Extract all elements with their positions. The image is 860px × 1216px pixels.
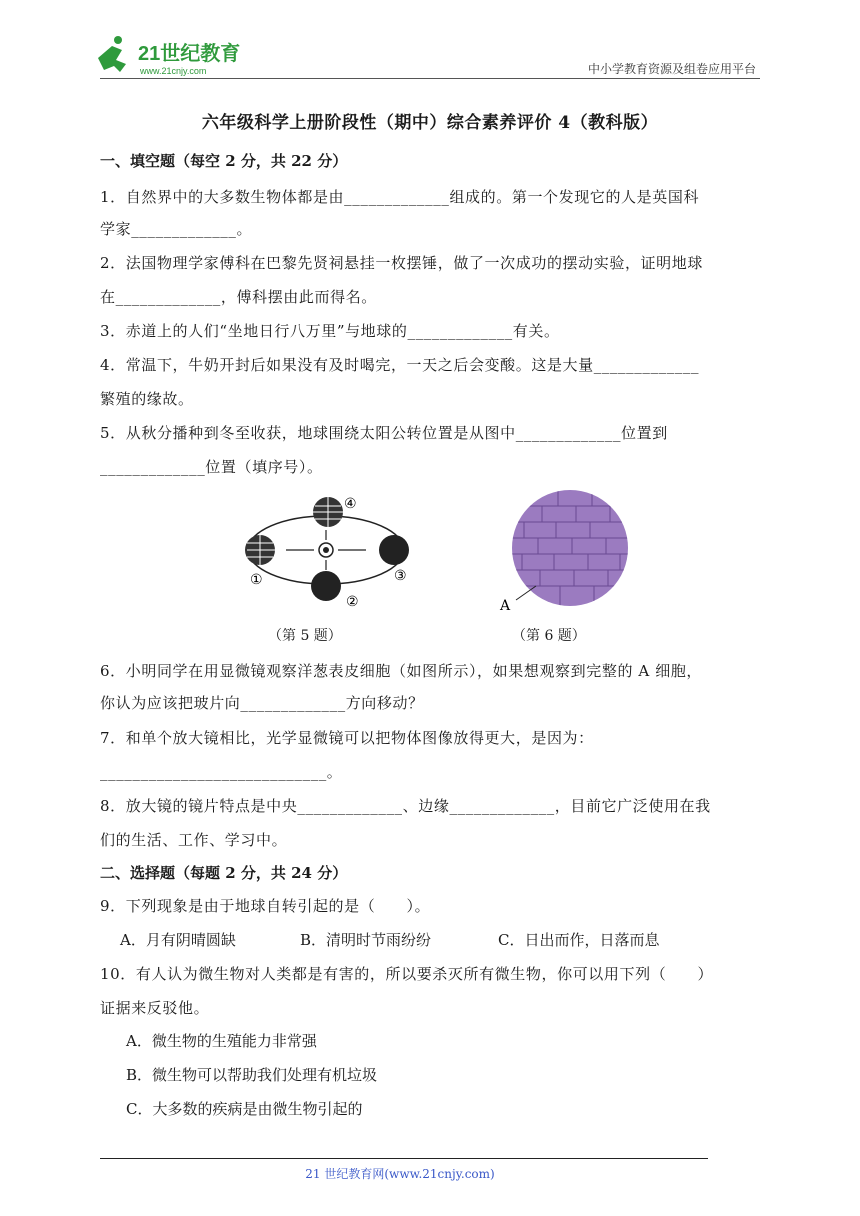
question-line: 你认为应该把玻片向_____________方向移动？ xyxy=(100,694,424,712)
header-divider xyxy=(100,78,760,79)
orbit-label-3: ③ xyxy=(394,568,407,584)
orbit-label-4: ④ xyxy=(344,496,357,512)
page-header xyxy=(0,0,860,90)
question-line: 2．法国物理学家傅科在巴黎先贤祠悬挂一枚摆锤，做了一次成功的摆动实验，证明地球 xyxy=(100,254,703,272)
platform-name: 中小学教育资源及组卷应用平台 xyxy=(587,62,756,76)
section-choice: 二、选择题（每题 2 分，共 24 分） xyxy=(100,864,348,882)
section-fill-in: 一、填空题（每空 2 分，共 22 分） xyxy=(100,152,348,170)
figure-6-caption: （第 6 题） xyxy=(512,628,586,644)
question-line: 证据来反驳他。 xyxy=(100,999,210,1017)
question-line: 9．下列现象是由于地球自转引起的是（ ）。 xyxy=(100,897,431,915)
cell-label-a: A xyxy=(500,598,511,614)
question-line: 学家_____________。 xyxy=(100,220,253,238)
question-line: 们的生活、工作、学习中。 xyxy=(100,831,288,849)
question-line: 繁殖的缘故。 xyxy=(100,390,194,408)
orbit-label-1: ① xyxy=(250,572,263,588)
svg-text:21世纪教育: 21世纪教育 xyxy=(138,43,241,65)
q10-option-c: C．大多数的疾病是由微生物引起的 xyxy=(126,1100,363,1118)
q10-option-b: B．微生物可以帮助我们处理有机垃圾 xyxy=(126,1066,378,1084)
question-line: 8．放大镜的镜片特点是中央_____________、边缘_____________，目前它广泛使用在我 xyxy=(100,797,711,815)
footer-source: 21 世纪教育网(www.21cnjy.com) xyxy=(305,1167,495,1181)
earth-orbit-diagram xyxy=(238,488,418,613)
orbit-label-2: ② xyxy=(346,594,359,610)
q10-option-a: A．微生物的生殖能力非常强 xyxy=(126,1032,317,1050)
page-title: 六年级科学上册阶段性（期中）综合素养评价 4（教科版） xyxy=(201,113,659,133)
question-line: 3．赤道上的人们“坐地日行八万里”与地球的_____________有关。 xyxy=(100,322,560,340)
question-line: 5．从秋分播种到冬至收获，地球围绕太阳公转位置是从图中_____________位置到 xyxy=(100,424,668,442)
question-line: ____________________________。 xyxy=(100,763,343,781)
question-line: 7．和单个放大镜相比，光学显微镜可以把物体图像放得更大，是因为： xyxy=(100,729,594,747)
figure-5-caption: （第 5 题） xyxy=(268,628,342,644)
svg-text:www.21cnjy.com: www.21cnjy.com xyxy=(140,66,207,76)
question-line: 6．小明同学在用显微镜观察洋葱表皮细胞（如图所示），如果想观察到完整的 A 细胞， xyxy=(100,662,703,680)
q9-option-b: B．清明时节雨纷纷 xyxy=(300,931,432,949)
site-logo xyxy=(92,34,262,78)
q9-option-a: A．月有阴晴圆缺 xyxy=(120,931,236,949)
question-line: _____________位置（填序号）。 xyxy=(100,458,323,476)
onion-cell-micrograph xyxy=(496,486,636,616)
question-line: 10．有人认为微生物对人类都是有害的，所以要杀灭所有微生物，你可以用下列（ ） xyxy=(100,965,714,983)
footer-divider xyxy=(100,1158,708,1159)
q9-option-c: C．日出而作，日落而息 xyxy=(498,931,660,949)
question-line: 1．自然界中的大多数生物体都是由_____________组成的。第一个发现它的人是英国科 xyxy=(100,188,700,206)
question-line: 在_____________，傅科摆由此而得名。 xyxy=(100,288,377,306)
question-line: 4．常温下，牛奶开封后如果没有及时喝完，一天之后会变酸。这是大量_____________ xyxy=(100,356,700,374)
